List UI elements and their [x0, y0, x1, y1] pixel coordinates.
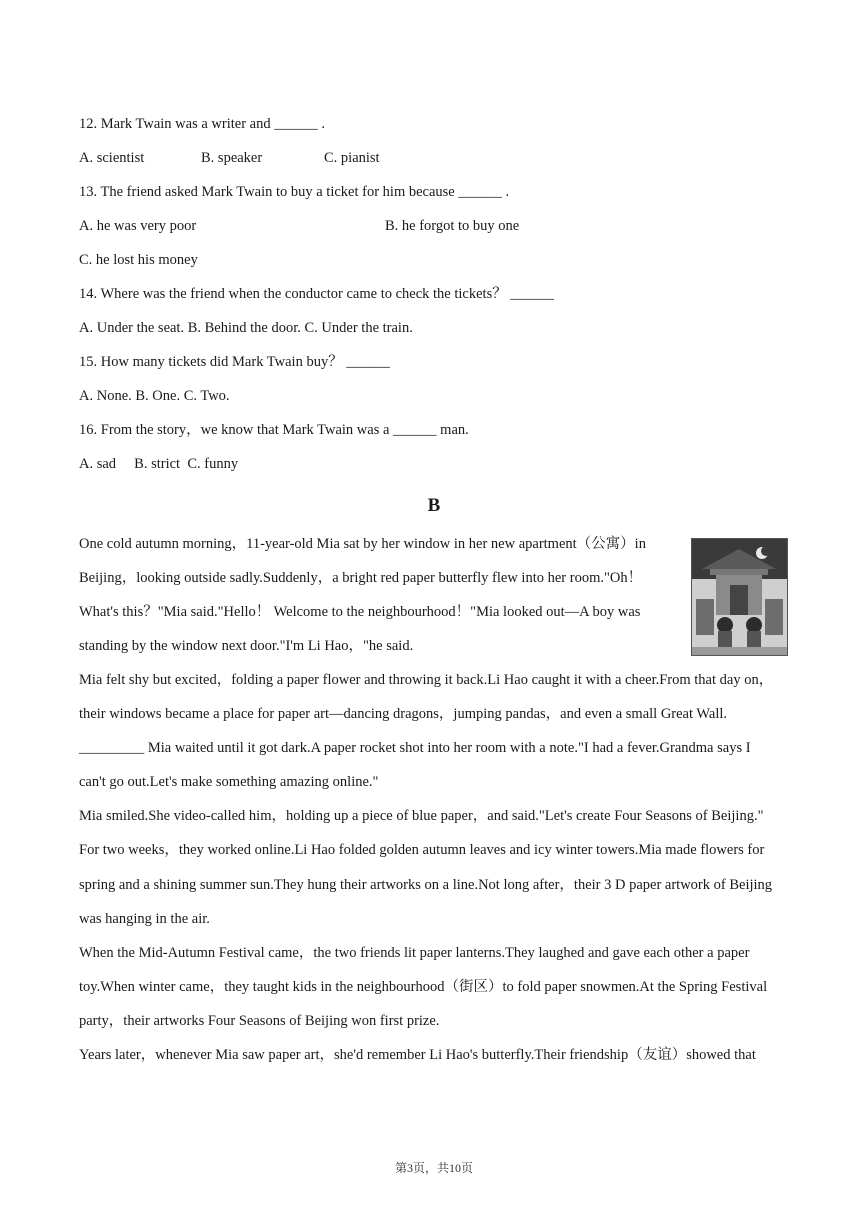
question-12-option-b: B. speaker	[201, 150, 263, 166]
passage-line-3: What's this？"Mia said."Hello！ Welcome to the neighbourhood！"Mia looked out—A boy was	[79, 604, 641, 620]
question-12-option-a: A. scientist	[79, 150, 145, 166]
passage-line-4: standing by the window next door."I'm Li Hao，"he said.	[79, 638, 414, 654]
passage-line-15: party，their artworks Four Seasons of Beijing won first prize.	[79, 1013, 440, 1029]
question-14-stem: 14. Where was the friend when the conductor came to check the tickets？ ______	[79, 286, 554, 302]
question-12-option-c: C. pianist	[324, 150, 380, 166]
passage-line-14: toy.When winter came，they taught kids in the neighbourhood（街区）to fold paper snowmen.At the Spring Festival	[79, 979, 768, 995]
passage-line-8: can't go out.Let's make something amazing online."	[79, 774, 379, 790]
passage-line-2: Beijing，looking outside sadly.Suddenly，a bright red paper butterfly flew into her room."Oh！	[79, 570, 643, 586]
question-13-stem: 13. The friend asked Mark Twain to buy a ticket for him because ______ .	[79, 184, 510, 200]
question-15-options: A. None. B. One. C. Two.	[79, 388, 230, 404]
passage-line-11: spring and a shining summer sun.They hung their artworks on a line.Not long after，their 3 D paper artwork of Beijing	[79, 877, 773, 893]
question-16-stem: 16. From the story，we know that Mark Twain was a ______ man.	[79, 422, 469, 438]
passage-line-6: their windows became a place for paper art—dancing dragons，jumping pandas，and even a small Great Wall.	[79, 706, 728, 722]
passage-line-5: Mia felt shy but excited，folding a paper flower and throwing it back.Li Hao caught it with a cheer.From that day on，	[79, 672, 774, 688]
question-13-option-a: A. he was very poor	[79, 218, 197, 234]
passage-line-12: was hanging in the air.	[79, 911, 210, 927]
question-15-stem: 15. How many tickets did Mark Twain buy？ ______	[79, 354, 390, 370]
question-14-options: A. Under the seat. B. Behind the door. C. Under the train.	[79, 320, 413, 336]
story-illustration	[691, 538, 788, 656]
question-16-options: A. sad B. strict C. funny	[79, 456, 239, 472]
passage-line-7: _________ Mia waited until it got dark.A paper rocket shot into her room with a note."I had a fever.Grandma says I	[79, 740, 751, 756]
section-b-title: B	[427, 495, 441, 516]
passage-line-1: One cold autumn morning，11-year-old Mia sat by her window in her new apartment（公寓）in	[79, 536, 646, 552]
story-illustration-art	[692, 539, 787, 655]
question-13-option-b: B. he forgot to buy one	[385, 218, 520, 234]
passage-line-10: For two weeks，they worked online.Li Hao folded golden autumn leaves and icy winter towers.Mia made flowers for	[79, 842, 765, 858]
passage-line-9: Mia smiled.She video-called him，holding up a piece of blue paper，and said."Let's create Four Seasons of Beijing."	[79, 808, 764, 824]
question-13-option-c: C. he lost his money	[79, 252, 198, 268]
page-footer: 第3页，共10页	[394, 1161, 473, 1175]
passage-line-13: When the Mid-Autumn Festival came，the two friends lit paper lanterns.They laughed and gave each other a paper	[79, 945, 750, 961]
passage-line-16: Years later，whenever Mia saw paper art，she'd remember Li Hao's butterfly.Their friendship（友谊）showed that	[79, 1047, 756, 1063]
question-12-stem: 12. Mark Twain was a writer and ______ .	[79, 116, 325, 132]
